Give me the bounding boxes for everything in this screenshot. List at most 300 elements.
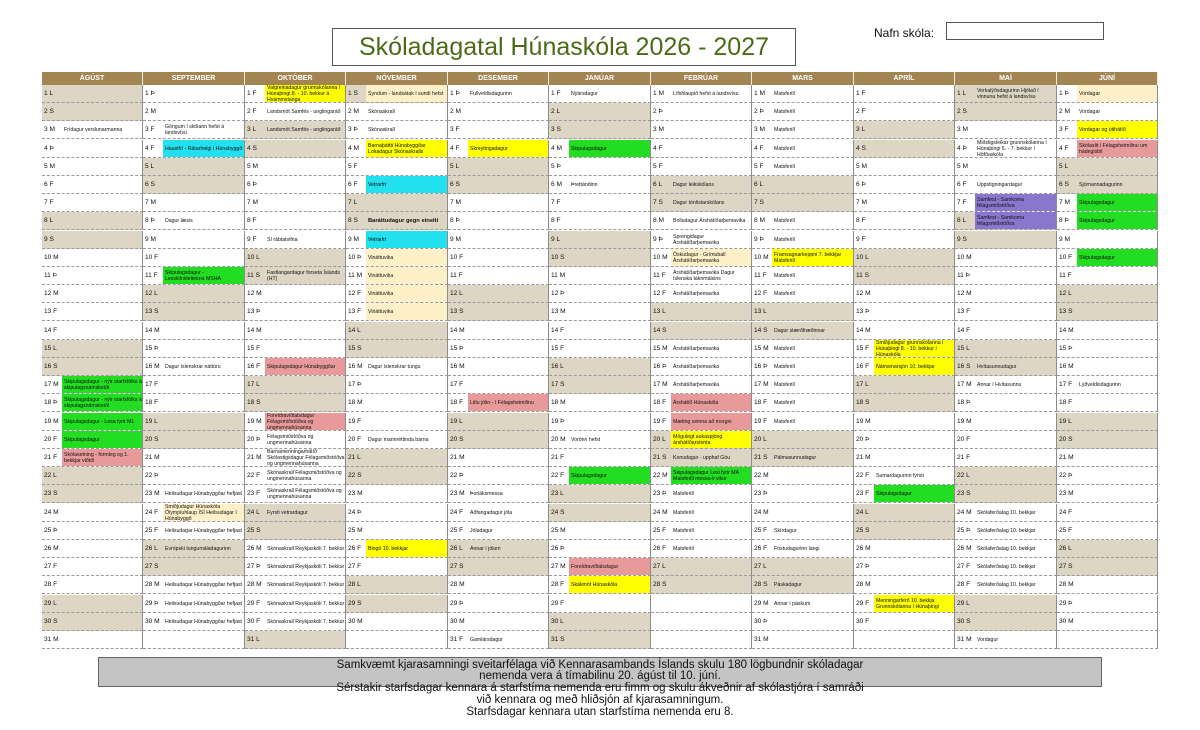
day-cell: [955, 340, 1057, 358]
day-label: 25 M: [348, 527, 363, 534]
day-cell: [245, 540, 346, 558]
day-label: 10 Þ: [348, 254, 362, 261]
day-label: 26 F: [653, 545, 667, 552]
day-label: 7 S: [653, 199, 663, 206]
day-cell: [448, 267, 549, 285]
event-label: Skónaskrall Reykjaskóli 7. bekkur: [267, 581, 345, 588]
day-cell: [42, 576, 143, 594]
event-label: Matsferill: [774, 108, 795, 115]
day-cell: [549, 576, 651, 594]
day-label: 8 M: [653, 217, 664, 224]
day-label: 21 F: [44, 454, 58, 461]
event-label: Matsferill: [774, 363, 795, 370]
event-label: Matsferill: [673, 490, 694, 497]
day-cell: [448, 376, 549, 394]
day-label: 14 M: [1059, 327, 1074, 334]
day-cell: [651, 413, 752, 431]
day-label: 23 M: [1059, 490, 1074, 497]
day-label: 9 Þ: [653, 236, 663, 243]
day-label: 22 M: [754, 472, 769, 479]
day-cell: [955, 158, 1057, 176]
day-cell: [245, 249, 346, 267]
day-label: 27 F: [348, 563, 362, 570]
event-label: Skónaskrall Reykjaskóli 7. bekkur: [267, 618, 345, 625]
event-label: Nýársdagur: [571, 90, 598, 97]
day-label: 15 Þ: [145, 345, 159, 352]
day-cell: [245, 558, 346, 576]
event-label: Skónaskrall Reykjaskóli 7. bekkur: [267, 545, 345, 552]
day-cell: [1057, 540, 1158, 558]
day-cell: [448, 121, 549, 139]
day-label: 13 L: [653, 308, 666, 315]
day-label: 25 F: [754, 527, 768, 534]
event-label: Menningarferð 10. bekkja Grunnskólanna í Húnaþingi: [874, 595, 954, 612]
day-cell: [651, 285, 752, 303]
day-label: 13 F: [957, 308, 971, 315]
day-label: 3 F: [450, 126, 460, 133]
footer-line-5: Starfsdagar kennara utan starfstíma nemenda eru 8.: [466, 706, 734, 718]
day-label: 3 L: [247, 126, 257, 133]
day-cell: [549, 613, 651, 631]
day-label: 7 M: [450, 199, 461, 206]
day-cell: [346, 121, 448, 139]
day-cell: [1057, 176, 1158, 194]
day-cell: [143, 558, 245, 576]
event-label: Matsferill: [673, 527, 694, 534]
day-cell: [1057, 394, 1158, 412]
day-cell: [955, 376, 1057, 394]
footer-line-3: Sérstakir starfsdagar kennara á starfstíma nemenda eru fimm og skulu ákveðnir af skólastjóra í samráði: [336, 682, 864, 694]
day-cell: [42, 449, 143, 467]
day-cell: [448, 322, 549, 340]
day-label: 17 F: [1059, 381, 1073, 388]
day-label: 8 Þ: [145, 217, 155, 224]
day-cell: [549, 103, 651, 121]
day-cell: [955, 522, 1057, 540]
day-cell: [854, 540, 955, 558]
day-cell: [143, 303, 245, 321]
event-label: Skákmót Húnaskóla: [569, 576, 650, 593]
day-cell: [651, 176, 752, 194]
day-cell: [448, 558, 549, 576]
day-cell: [346, 249, 448, 267]
day-cell: [549, 231, 651, 249]
day-cell: [549, 267, 651, 285]
event-label: Skónaskrall: [368, 126, 395, 133]
day-label: 15 F: [551, 345, 565, 352]
day-label: 6 Þ: [247, 181, 257, 188]
day-label: 15 M: [754, 345, 769, 352]
day-cell: [955, 103, 1057, 121]
day-cell: [448, 103, 549, 121]
day-label: 14 M: [247, 327, 262, 334]
day-cell: [752, 613, 854, 631]
day-label: 28 F: [44, 581, 58, 588]
event-label: Skipulagsdagur - nýir starfsfólks á skipulagsnámskeiði: [62, 376, 142, 393]
day-cell: [549, 431, 651, 449]
day-label: 14 M: [450, 327, 465, 334]
day-cell: [549, 340, 651, 358]
day-cell: [651, 212, 752, 230]
day-label: 12 M: [856, 290, 871, 297]
day-cell: [245, 267, 346, 285]
day-label: 20 L: [653, 436, 666, 443]
day-cell: [752, 121, 854, 139]
day-label: 5 M: [44, 163, 55, 170]
day-cell: [42, 631, 143, 649]
day-cell: [42, 303, 143, 321]
event-label: Verkalýðsdagurinn Hjólað í vinnuna hefst á landsvísu: [977, 87, 1039, 100]
event-label: Skipulagsdagur Húnabyggðar: [265, 358, 345, 375]
day-label: 20 L: [754, 436, 767, 443]
event-label: Foreldraviðtalsdagur Félagsmiðstöðva og ungmennahúsanna: [265, 413, 345, 430]
event-label: Vináttuvika: [366, 285, 447, 302]
day-label: 25 Þ: [44, 527, 58, 534]
day-cell: [1057, 194, 1158, 212]
day-label: 1 M: [754, 90, 765, 97]
event-label: Sjómannadagurinn: [1079, 181, 1123, 188]
day-cell: [448, 485, 549, 503]
event-label: Hvítasunnudagur: [977, 363, 1017, 370]
day-cell: [448, 158, 549, 176]
day-label: 26 Þ: [551, 545, 565, 552]
day-label: 4 M: [551, 145, 562, 152]
day-cell: [854, 140, 955, 158]
day-label: 1 M: [653, 90, 664, 97]
day-label: 16 Þ: [653, 363, 667, 370]
day-cell: [549, 249, 651, 267]
day-label: 1 Þ: [1059, 90, 1069, 97]
day-label: 23 F: [247, 490, 261, 497]
day-cell: [651, 194, 752, 212]
event-label: Skónaskrall Félagsmiðstöðva og ungmennahúsanna: [267, 469, 342, 482]
day-cell: [752, 394, 854, 412]
day-cell: [651, 121, 752, 139]
day-cell: [143, 576, 245, 594]
day-cell: [42, 558, 143, 576]
day-cell: [1057, 558, 1158, 576]
day-label: 22 L: [44, 472, 57, 479]
day-label: 4 F: [450, 145, 460, 152]
day-label: 22 Þ: [1059, 472, 1073, 479]
day-cell: [955, 631, 1057, 649]
day-label: 23 S: [957, 490, 971, 497]
day-label: 28 S: [754, 581, 768, 588]
event-label: Aðfangadagur jóla: [470, 509, 513, 516]
event-label: Dagur leikskólans: [673, 181, 714, 188]
day-label: 19 M: [957, 418, 972, 425]
day-cell: [854, 176, 955, 194]
day-label: 11 F: [1059, 272, 1072, 279]
day-cell: [1057, 103, 1158, 121]
empty-cell: [143, 631, 245, 649]
event-label: Vorönn hefst: [571, 436, 601, 443]
event-label: Barnaþáttti Húnabyggðar Lokadagur Skónaskralls: [366, 140, 447, 157]
day-cell: [245, 522, 346, 540]
day-label: 20 S: [1059, 436, 1073, 443]
day-cell: [955, 85, 1057, 103]
event-label: Matsferill: [774, 163, 795, 170]
day-label: 5 L: [145, 163, 155, 170]
day-cell: [143, 103, 245, 121]
event-label: Skipulagsdagur - nýir starfsfólks á skipulagsnámskeiði: [62, 394, 142, 411]
day-label: 12 F: [653, 290, 667, 297]
day-cell: [42, 485, 143, 503]
day-cell: [143, 358, 245, 376]
event-label: Skipulagsdagur: [874, 485, 954, 502]
day-label: 26 L: [450, 545, 463, 552]
day-label: 3 F: [1059, 126, 1069, 133]
day-cell: [346, 485, 448, 503]
event-label: Lýðveldisdagurinn: [1079, 381, 1121, 388]
day-label: 30 S: [957, 618, 971, 625]
day-cell: [143, 158, 245, 176]
day-cell: [143, 431, 245, 449]
day-cell: [549, 631, 651, 649]
day-label: 2 F: [247, 108, 257, 115]
event-label: Haustfrí - Rátarhelgi í Húnabyggð: [163, 140, 244, 157]
day-cell: [346, 140, 448, 158]
day-cell: [346, 467, 448, 485]
day-cell: [854, 267, 955, 285]
day-cell: [955, 231, 1057, 249]
day-label: 11 M: [551, 272, 566, 279]
day-label: 29 F: [551, 600, 565, 607]
day-cell: [549, 285, 651, 303]
day-label: 24 M: [754, 509, 769, 516]
day-cell: [955, 504, 1057, 522]
day-cell: [1057, 431, 1158, 449]
day-label: 2 M: [450, 108, 461, 115]
day-cell: [245, 394, 346, 412]
day-cell: [143, 194, 245, 212]
day-label: 12 M: [247, 290, 262, 297]
day-cell: [549, 449, 651, 467]
day-cell: [752, 540, 854, 558]
day-label: 30 M: [145, 618, 160, 625]
event-label: Skónaskrall Félagsmiðstöðva og ungmennahúsanna: [267, 487, 342, 500]
day-label: 4 S: [247, 145, 257, 152]
empty-cell: [651, 595, 752, 613]
day-cell: [245, 303, 346, 321]
day-label: 5 F: [754, 163, 764, 170]
day-cell: [346, 595, 448, 613]
day-cell: [42, 595, 143, 613]
day-label: 16 S: [957, 363, 971, 370]
day-label: 27 L: [653, 563, 666, 570]
day-label: 27 S: [450, 563, 464, 570]
day-label: 30 M: [450, 618, 465, 625]
event-label: Skreytingadagur: [468, 140, 548, 157]
day-cell: [143, 522, 245, 540]
day-cell: [42, 267, 143, 285]
day-label: 9 S: [957, 236, 967, 243]
calendar-grid: [42, 72, 1158, 650]
event-label: Vordagur: [977, 636, 999, 643]
day-cell: [448, 431, 549, 449]
day-cell: [549, 194, 651, 212]
day-label: 27 F: [44, 563, 58, 570]
day-label: 17 L: [247, 381, 260, 388]
day-cell: [346, 158, 448, 176]
day-cell: [752, 522, 854, 540]
day-label: 7 L: [348, 199, 358, 206]
day-cell: [346, 540, 448, 558]
day-label: 7 S: [754, 199, 764, 206]
day-cell: [245, 485, 346, 503]
day-label: 13 S: [145, 308, 159, 315]
month-header: MARS: [752, 72, 854, 85]
school-name-input[interactable]: [946, 22, 1104, 40]
event-label: Árshátíðarþemavika: [673, 345, 720, 352]
day-label: 16 F: [856, 363, 870, 370]
event-label: Matsferill: [774, 145, 795, 152]
day-label: 9 Þ: [754, 236, 764, 243]
event-label: Gamlársdagur: [470, 636, 503, 643]
day-label: 28 M: [145, 581, 160, 588]
day-cell: [42, 431, 143, 449]
day-cell: [143, 212, 245, 230]
day-label: 20 S: [450, 436, 464, 443]
event-label: Dagur mannréttinda barna: [368, 436, 429, 443]
day-label: 29 Þ: [450, 600, 464, 607]
day-cell: [854, 449, 955, 467]
day-label: 16 S: [44, 363, 58, 370]
day-label: 16 M: [450, 363, 465, 370]
day-label: 12 M: [44, 290, 59, 297]
day-label: 26 F: [754, 545, 768, 552]
day-label: 25 F: [1059, 527, 1073, 534]
day-label: 28 S: [653, 581, 667, 588]
day-cell: [752, 340, 854, 358]
day-cell: [245, 504, 346, 522]
day-cell: [955, 576, 1057, 594]
day-cell: [955, 613, 1057, 631]
day-cell: [854, 485, 955, 503]
day-cell: [143, 249, 245, 267]
month-header: OKTÓBER: [245, 72, 346, 85]
event-label: Dagur læsis: [165, 217, 193, 224]
day-label: 2 M: [348, 108, 359, 115]
day-label: 5 F: [348, 163, 358, 170]
day-label: 10 S: [551, 254, 565, 261]
day-cell: [346, 231, 448, 249]
day-cell: [448, 85, 549, 103]
event-label: Matsferill: [774, 272, 795, 279]
day-label: 21 M: [247, 454, 262, 461]
day-cell: [955, 249, 1057, 267]
day-label: 19 L: [145, 418, 158, 425]
empty-cell: [1057, 631, 1158, 649]
day-label: 3 M: [44, 126, 55, 133]
event-label: Heilsudagar Húnabyggðar hefjast: [165, 490, 242, 497]
day-cell: [854, 103, 955, 121]
event-label: Sí rábtatvifna: [267, 236, 298, 243]
day-cell: [346, 394, 448, 412]
event-label: Evrópski tungumáladagurinn: [165, 545, 231, 552]
day-label: 15 L: [957, 345, 970, 352]
day-cell: [955, 121, 1057, 139]
event-label: Skipulagsdagur - Lesa fyrir ML: [62, 413, 142, 430]
event-label: Dagur íslenskrar tungu: [368, 363, 421, 370]
day-label: 1 Þ: [145, 90, 155, 97]
event-label: Matsferill: [774, 418, 795, 425]
day-label: 31 M: [44, 636, 59, 643]
day-label: 23 F: [856, 490, 870, 497]
day-label: 15 L: [44, 345, 57, 352]
day-label: 4 F: [145, 145, 155, 152]
day-label: 9 M: [450, 236, 461, 243]
day-label: 22 F: [551, 472, 565, 479]
day-cell: [1057, 285, 1158, 303]
day-label: 21 M: [1059, 454, 1074, 461]
day-cell: [955, 322, 1057, 340]
day-label: 11 S: [856, 272, 870, 279]
day-cell: [245, 613, 346, 631]
day-label: 26 M: [247, 545, 262, 552]
day-cell: [752, 140, 854, 158]
event-label: Matsferill: [673, 509, 694, 516]
day-label: 28 M: [1059, 581, 1074, 588]
day-label: 28 M: [450, 581, 465, 588]
day-cell: [752, 576, 854, 594]
day-cell: [1057, 249, 1158, 267]
day-cell: [549, 176, 651, 194]
day-label: 23 Þ: [653, 490, 667, 497]
day-label: 28 F: [551, 581, 565, 588]
day-label: 22 Þ: [145, 472, 159, 479]
day-cell: [42, 158, 143, 176]
day-label: 6 L: [754, 181, 764, 188]
event-label: Matsferill: [774, 290, 795, 297]
day-cell: [549, 303, 651, 321]
day-label: 5 L: [450, 163, 460, 170]
event-label: Matsferill: [774, 345, 795, 352]
day-label: 26 L: [1059, 545, 1072, 552]
day-label: 19 F: [348, 418, 362, 425]
day-cell: [549, 376, 651, 394]
day-cell: [143, 231, 245, 249]
day-cell: [143, 267, 245, 285]
day-label: 1 L: [44, 90, 54, 97]
day-label: 20 F: [44, 436, 58, 443]
day-cell: [346, 267, 448, 285]
day-label: 10 M: [653, 254, 668, 261]
day-cell: [955, 267, 1057, 285]
day-cell: [854, 249, 955, 267]
day-label: 29 F: [856, 600, 870, 607]
day-cell: [752, 595, 854, 613]
day-label: 15 F: [856, 345, 870, 352]
day-label: 21 M: [145, 454, 160, 461]
event-label: Matsferill: [774, 399, 795, 406]
day-cell: [752, 322, 854, 340]
day-label: 10 M: [957, 254, 972, 261]
day-label: 1 Þ: [450, 90, 460, 97]
day-cell: [651, 140, 752, 158]
footer-line-4: við kennara og með hliðsjón af kjarasamningum.: [476, 694, 724, 706]
day-label: 18 Þ: [957, 399, 971, 406]
day-label: 27 L: [754, 563, 767, 570]
event-label: Syndum - landsátak í sundi hefst: [366, 85, 447, 102]
day-cell: [448, 613, 549, 631]
day-cell: [42, 140, 143, 158]
day-cell: [1057, 576, 1158, 594]
day-label: 27 S: [1059, 563, 1073, 570]
day-cell: [346, 103, 448, 121]
day-label: 23 M: [348, 490, 363, 497]
day-label: 14 L: [348, 327, 361, 334]
